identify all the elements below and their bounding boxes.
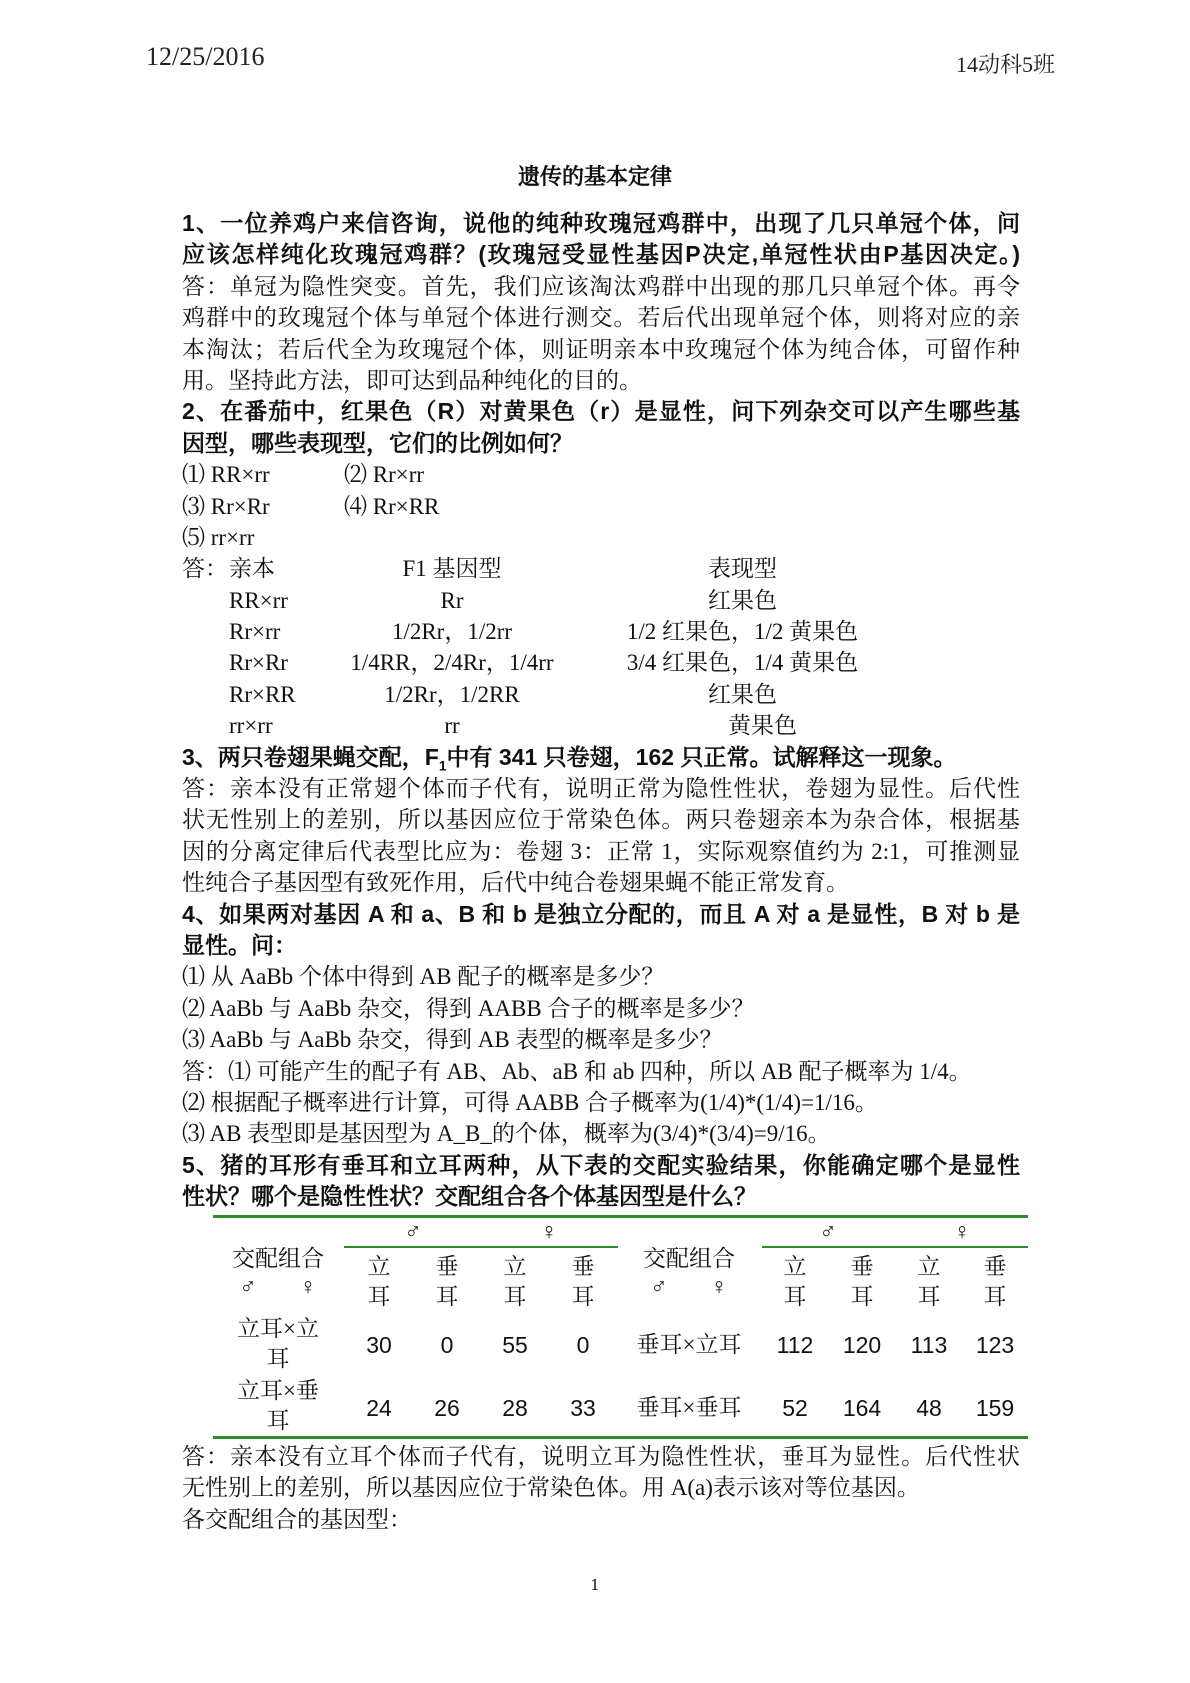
q3-line: 3、两只卷翅果蝇交配，$F_1$中有 341 只卷翅，162 只正常。试解释这一现象。: [182, 743, 957, 774]
col-genotype: F1 基因型: [402, 556, 502, 582]
a4-line: ⑶ AB 表型即是基因型为 A_B_的个体，概率为(3/4)*(3/4)=9/16。: [182, 1121, 831, 1147]
cross-1: ⑴ RR×rr: [182, 462, 270, 488]
a3-line: 状无性别上的差别，所以基因应位于常染色体。两只卷翅亲本为杂合体，根据基: [182, 807, 1020, 833]
q2-answer-header: [182, 553, 1020, 584]
cross-3: ⑶ Rr×Rr: [182, 493, 270, 519]
q4-sub: ⑶ AaBb 与 AaBb 杂交，得到 AB 表型的概率是多少？: [182, 1027, 723, 1053]
q5-line: 性状？哪个是隐性性状？交配组合各个体基因型是什么？: [182, 1183, 757, 1210]
answer-prefix: 答：: [182, 556, 228, 582]
a5-line: 各交配组合的基因型：: [182, 1506, 412, 1532]
page-number: 1: [590, 1576, 600, 1594]
q5-line: 5、猪的耳形有垂耳和立耳两种，从下表的交配实验结果，你能确定哪个是显性: [182, 1151, 1020, 1178]
table-top-rule: [213, 1215, 1028, 1218]
cross-2: ⑵ Rr×rr: [344, 462, 425, 488]
q1-line: 1、一位养鸡户来信咨询，说他的纯种玫瑰冠鸡群中，出现了几只单冠个体，问: [182, 210, 1020, 236]
cross-4: ⑷ Rr×RR: [344, 493, 440, 519]
header-class: 14动科5班: [955, 52, 1055, 77]
header-date: 12/25/2016: [146, 42, 265, 71]
q2-row: Rr×RR 1/2Rr，1/2RR 红果色: [229, 681, 777, 707]
a3-line: 性纯合子基因型有致死作用，后代中纯合卷翅果蝇不能正常发育。: [182, 870, 849, 896]
a3-line: 因的分离定律后代表型比应为：卷翅 3：正常 1，实际观察值约为 2:1，可推测显: [182, 838, 1020, 864]
a1-line: 鸡群中的玫瑰冠个体与单冠个体进行测交。若后代出现单冠个体，则将对应的亲: [182, 305, 1020, 331]
q2-row: rr×rr rr 黄果色: [229, 713, 797, 739]
a1-line: 本淘汰；若后代全为玫瑰冠个体，则证明亲本中玫瑰冠个体为纯合体，可留作种: [182, 336, 1020, 362]
a5-line: 答：亲本没有立耳个体而子代有，说明立耳为隐性性状，垂耳为显性。后代性状: [182, 1444, 1020, 1469]
col-parent: 亲本: [229, 556, 275, 582]
q4-line: 显性。问：: [182, 931, 297, 958]
a4-line: ⑵ 根据配子概率进行计算，可得 AABB 合子概率为(1/4)*(1/4)=1/16。: [182, 1089, 878, 1115]
q2-line: 因型，哪些表现型，它们的比例如何？: [182, 429, 573, 456]
col-phenotype: 表现型: [708, 556, 777, 582]
q2-row: Rr×Rr 1/4RR，2/4Rr，1/4rr 3/4 红果色，1/4 黄果色: [229, 650, 859, 676]
q4-sub: ⑴ 从 AaBb 个体中得到 AB 配子的概率是多少？: [182, 964, 665, 990]
document-body: [182, 208, 1020, 1213]
table-bottom-rule: [213, 1436, 1028, 1439]
a4-line: 答：⑴ 可能产生的配子有 AB、Ab、aB 和 ab 四种，所以 AB 配子概率为 1/4。: [182, 1058, 972, 1084]
q2-line: 2、在番茄中，红果色（R）对黄果色（r）是显性，问下列杂交可以产生哪些基: [182, 398, 1020, 425]
table-sub-rule: [762, 1246, 1028, 1248]
a5-line: 无性别上的差别，所以基因应位于常染色体。用 A(a)表示该对等位基因。: [182, 1475, 920, 1501]
table-sub-rule: [344, 1246, 618, 1248]
q4-sub: ⑵ AaBb 与 AaBb 杂交，得到 AABB 合子的概率是多少？: [182, 995, 755, 1021]
cross-5: ⑸ rr×rr: [182, 524, 255, 550]
a1-line: 答：单冠为隐性突变。首先，我们应该淘汰鸡群中出现的那几只单冠个体。再令: [182, 273, 1020, 299]
q2-row: RR×rr Rr 红果色: [229, 587, 777, 613]
q2-row: Rr×rr 1/2Rr，1/2rr 1/2 红果色，1/2 黄果色: [229, 619, 859, 645]
a5-answer: [182, 1441, 1020, 1535]
a3-line: 答：亲本没有正常翅个体而子代有，说明正常为隐性性状，卷翅为显性。后代性: [182, 776, 1020, 802]
q1-line: 应该怎样纯化玫瑰冠鸡群？(玫瑰冠受显性基因P决定,单冠性状由P基因决定。): [182, 241, 1020, 268]
q4-line: 4、如果两对基因 A 和 a、B 和 b 是独立分配的，而且 A 对 a 是显性，B 对 b 是: [182, 900, 1020, 927]
page-title: 遗传的基本定律: [517, 164, 672, 189]
a1-line: 用。坚持此方法，即可达到品种纯化的目的。: [182, 367, 642, 393]
mating-table: 交配组合 ♂ ♀ ♂ ♀ 立 耳 垂 耳 立 耳 垂 耳 交配组合 ♂ ♀ ♂ ♀ 立 耳 垂 耳 立 耳 垂 耳 立耳×立 耳 30 0 55 0 垂耳×立耳 112 120 113 123 立耳×垂 耳 24 26 28 33 垂耳×垂耳 52 164 48 159: [213, 1215, 1028, 1439]
